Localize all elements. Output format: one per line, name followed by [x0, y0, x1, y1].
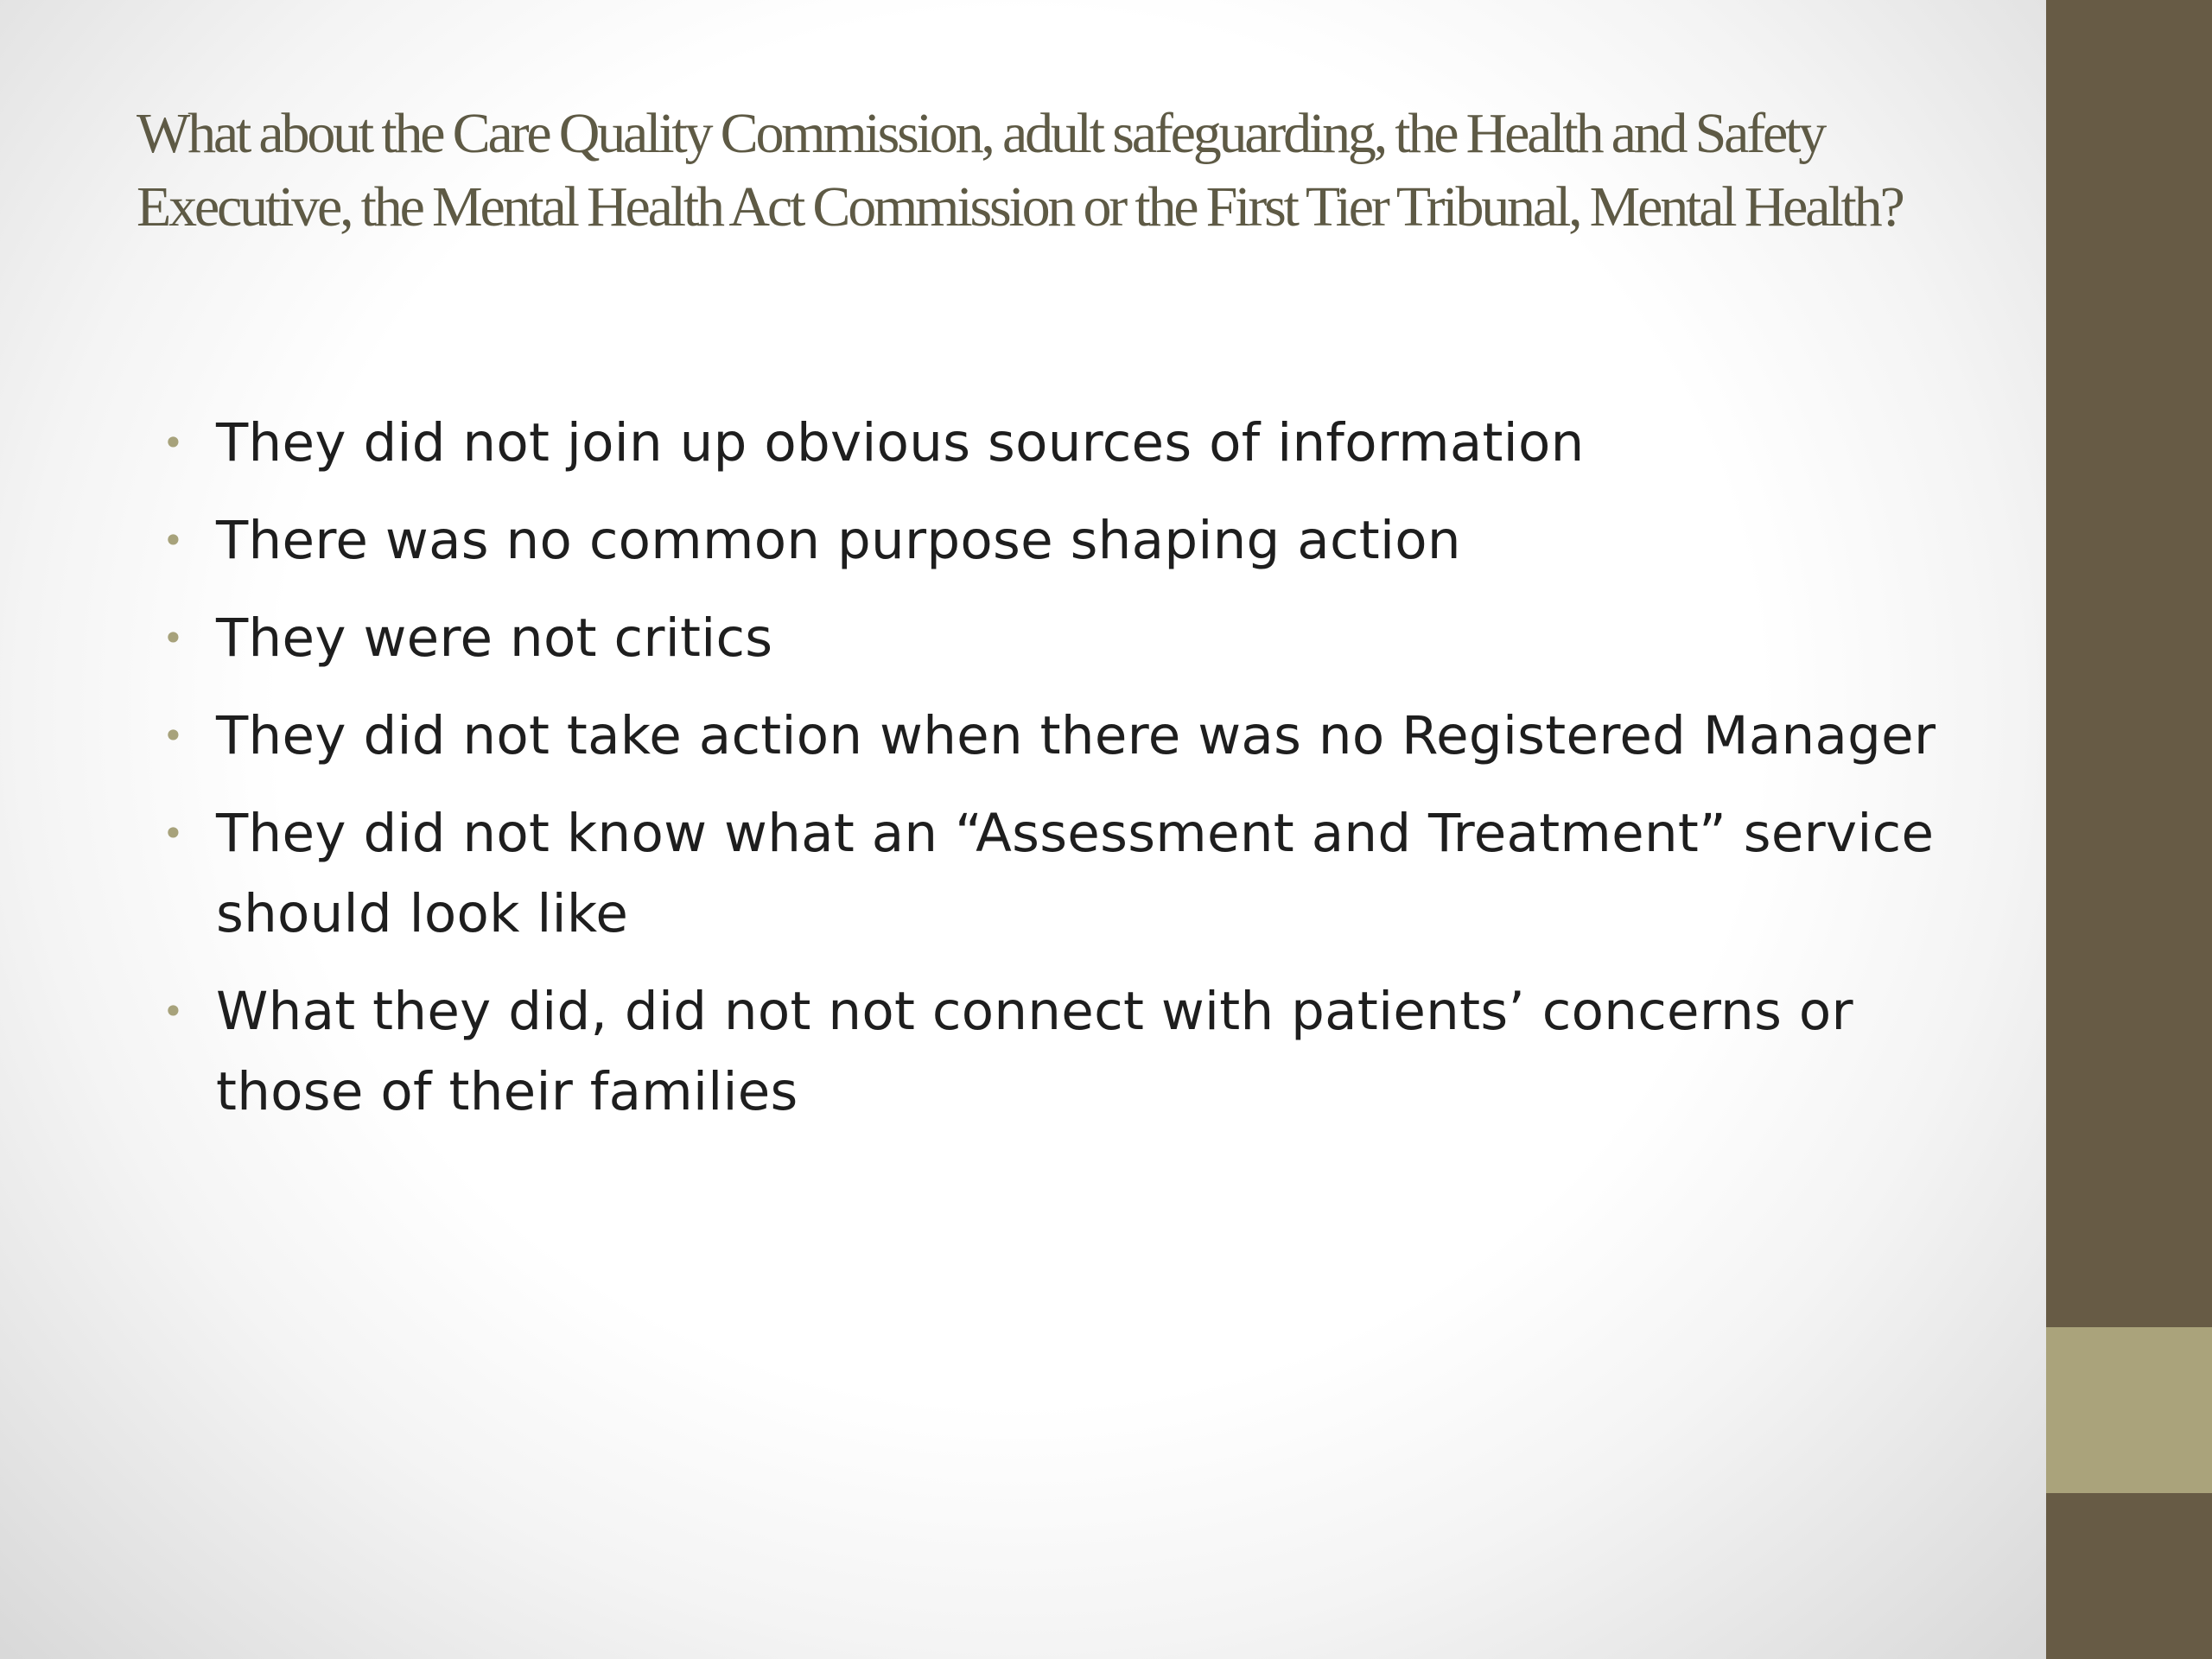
decorative-side-accent [2046, 1327, 2212, 1493]
bullet-item [161, 793, 1941, 954]
bullet-dot-icon: • [162, 812, 185, 855]
bullet-text: They did not join up obvious sources of information [216, 412, 1585, 474]
bullet-dot-icon: • [162, 990, 185, 1033]
bullet-item [161, 971, 1941, 1132]
bullet-text: They did not know what an “Assessment and Treatment” service should look like [216, 803, 1935, 944]
bullet-text: What they did, did not not connect with patients’ concerns or those of their families [216, 981, 1853, 1122]
bullet-item [161, 598, 1941, 678]
bullet-text: There was no common purpose shaping action [216, 510, 1461, 571]
bullet-item [161, 500, 1941, 581]
bullet-item [161, 403, 1941, 483]
bullet-item [161, 696, 1941, 776]
bullet-dot-icon: • [162, 715, 185, 757]
bullet-list [161, 403, 1941, 1149]
bullet-text: They were not critics [216, 607, 773, 669]
slide-title: What about the Care Quality Commission, adult safeguarding, the Health and Safety Executive, the Mental Health Act Commission or the First Tier Tribunal, Mental Health? [137, 102, 1903, 238]
bullet-dot-icon: • [162, 519, 185, 562]
bullet-dot-icon: • [162, 422, 185, 464]
bullet-text: They did not take action when there was no Registered Manager [216, 705, 1936, 766]
bullet-dot-icon: • [162, 617, 185, 659]
